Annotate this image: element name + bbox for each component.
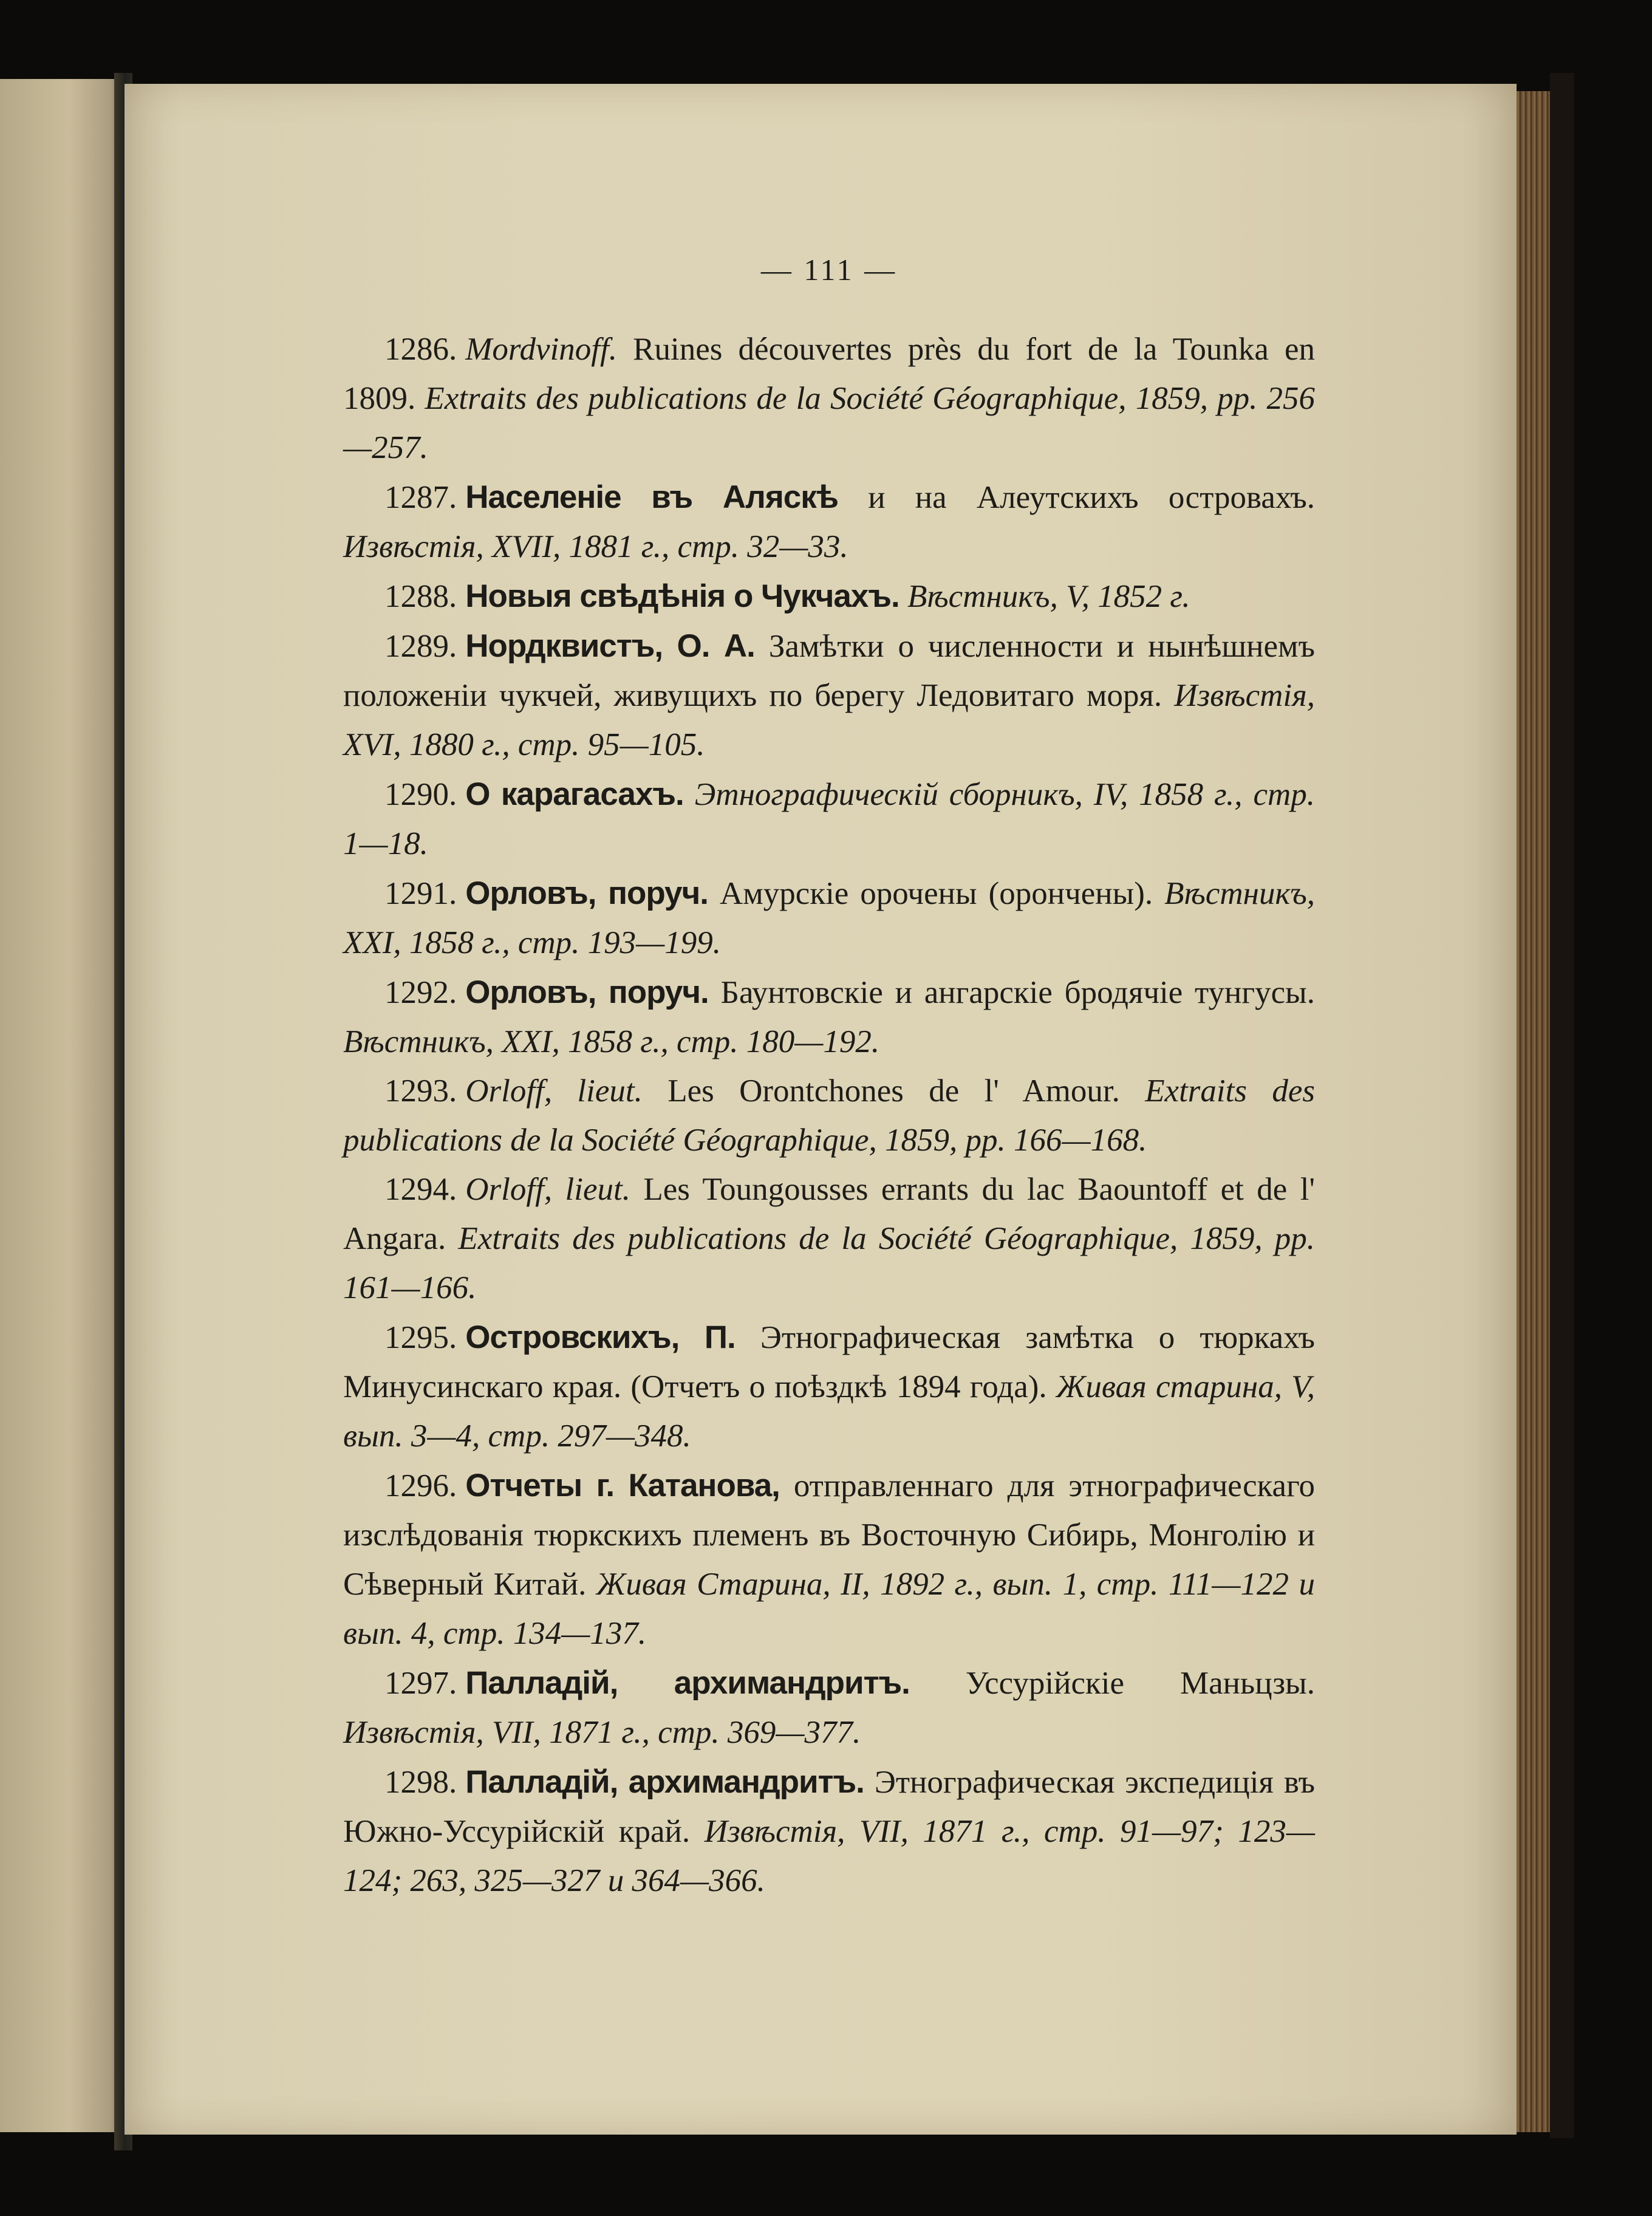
entry-number: 1293.	[384, 1073, 457, 1109]
entry-author: Орловъ, поруч.	[465, 974, 709, 1010]
entry-author: Орловъ, поруч.	[465, 875, 708, 911]
entry-source: Вѣстникъ, XXI, 1858 г., стр. 193—199.	[343, 876, 1315, 960]
entry-number: 1298.	[384, 1765, 457, 1800]
bibliography-entry	[343, 1658, 1315, 1757]
bibliography-entry	[343, 325, 1315, 473]
entry-title: Уссурійскіе Маньцзы.	[965, 1666, 1316, 1701]
bibliography-entry	[343, 869, 1315, 968]
bibliography-entry	[343, 621, 1315, 770]
entry-author: Orloff, lieut.	[465, 1073, 643, 1109]
entry-source: Extraits des publications de la Société Géographique, 1859, pp. 166—168.	[343, 1073, 1316, 1158]
entry-number: 1288.	[384, 579, 457, 614]
entry-author: Населеніе въ Аляскѣ	[465, 479, 838, 515]
entry-title: Этнографическая экспедиція въ Южно-Уссурійскій край.	[343, 1765, 1315, 1849]
entry-number: 1294.	[384, 1172, 457, 1207]
entry-number: 1290.	[384, 777, 457, 812]
entry-title: Ruines découvertes près du fort de la Tounka en 1809.	[343, 332, 1316, 416]
entry-source: Extraits des publications de la Société Géographique, 1859, pp. 161—166.	[343, 1221, 1316, 1305]
entry-source: Извѣстія, XVI, 1880 г., стр. 95—105.	[343, 678, 1316, 762]
entry-source: Живая старина, V, вып. 3—4, стр. 297—348.	[343, 1369, 1315, 1454]
bibliography-entry	[343, 1461, 1315, 1658]
bibliography-entry	[343, 770, 1315, 869]
entry-author: Палладій, архимандритъ.	[465, 1764, 864, 1800]
entry-source: Извѣстія, VII, 1871 г., стр. 369—377.	[343, 1715, 861, 1750]
entry-title: и на Алеутскихъ островахъ.	[868, 480, 1316, 515]
entry-number: 1296.	[384, 1468, 457, 1503]
bibliography-entry	[343, 968, 1315, 1067]
entry-author: О карагасахъ.	[465, 776, 684, 812]
entry-title: Замѣтки о численности и нынѣшнемъ положеніи чукчей, живущихъ по берегу Ледовитаго моря.	[343, 629, 1316, 713]
book-cover-edge	[1550, 73, 1574, 2138]
entry-source: Живая Старина, II, 1892 г., вып. 1, стр. 111—122 и вып. 4, стр. 134—137.	[343, 1567, 1315, 1651]
entry-author: Отчеты г. Катанова,	[465, 1468, 780, 1503]
bibliography-entry	[343, 1165, 1315, 1313]
bibliography-list	[343, 325, 1315, 1906]
entry-title: Баунтовскіе и ангарскіе бродячіе тунгусы.	[720, 975, 1316, 1010]
entry-number: 1289.	[384, 629, 457, 664]
entry-source: Извѣстія, XVII, 1881 г., стр. 32—33.	[343, 529, 848, 564]
page-number: — 111 —	[760, 253, 898, 287]
entry-title: Амурскіе орочены (орончены).	[719, 876, 1153, 911]
bibliography-entry	[343, 1757, 1315, 1906]
left-page-edge	[0, 79, 125, 2132]
entry-author: Mordvinoff.	[465, 332, 618, 367]
entry-title: Этнографическая замѣтка о тюркахъ Минусинскаго края. (Отчетъ о поѣздкѣ 1894 года).	[343, 1320, 1315, 1404]
entry-title: Les Orontchones de l' Amour.	[667, 1073, 1120, 1109]
entry-title: отправленнаго для этнографическаго изслѣдованія тюркскихъ племенъ въ Восточную Сибирь, Монголію и Сѣверный Китай.	[343, 1468, 1316, 1602]
entry-number: 1287.	[384, 480, 457, 515]
entry-number: 1297.	[384, 1666, 457, 1701]
entry-source: Этнографическій сборникъ, IV, 1858 г., стр. 1—18.	[343, 777, 1316, 861]
entry-author: Нордквистъ, О. А.	[465, 628, 755, 664]
entry-author: Orloff, lieut.	[465, 1172, 630, 1207]
bibliography-entry	[343, 572, 1315, 621]
entry-source: Вѣстникъ, V, 1852 г.	[907, 579, 1190, 614]
entry-number: 1286.	[384, 332, 457, 367]
entry-author: Палладій, архимандритъ.	[465, 1665, 910, 1701]
bibliography-entry	[343, 1067, 1315, 1165]
entry-number: 1291.	[384, 876, 457, 911]
entry-number: 1292.	[384, 975, 457, 1010]
bibliography-entry	[343, 473, 1315, 572]
entry-source: Extraits des publications de la Société Géographique, 1859, pp. 256—257.	[343, 381, 1316, 465]
page-stack-edge	[1517, 91, 1550, 2132]
entry-source: Извѣстія, VII, 1871 г., стр. 91—97; 123—124; 263, 325—327 и 364—366.	[343, 1814, 1315, 1898]
entry-author: Островскихъ, П.	[465, 1319, 736, 1355]
bibliography-entry	[343, 1313, 1315, 1461]
entry-number: 1295.	[384, 1320, 457, 1355]
entry-author: Новыя свѣдѣнія о Чукчахъ.	[465, 578, 899, 614]
entry-source: Вѣстникъ, XXI, 1858 г., стр. 180—192.	[343, 1024, 880, 1059]
entry-title: Les Toungousses errants du lac Baountoff et de l' Angara.	[343, 1172, 1315, 1256]
